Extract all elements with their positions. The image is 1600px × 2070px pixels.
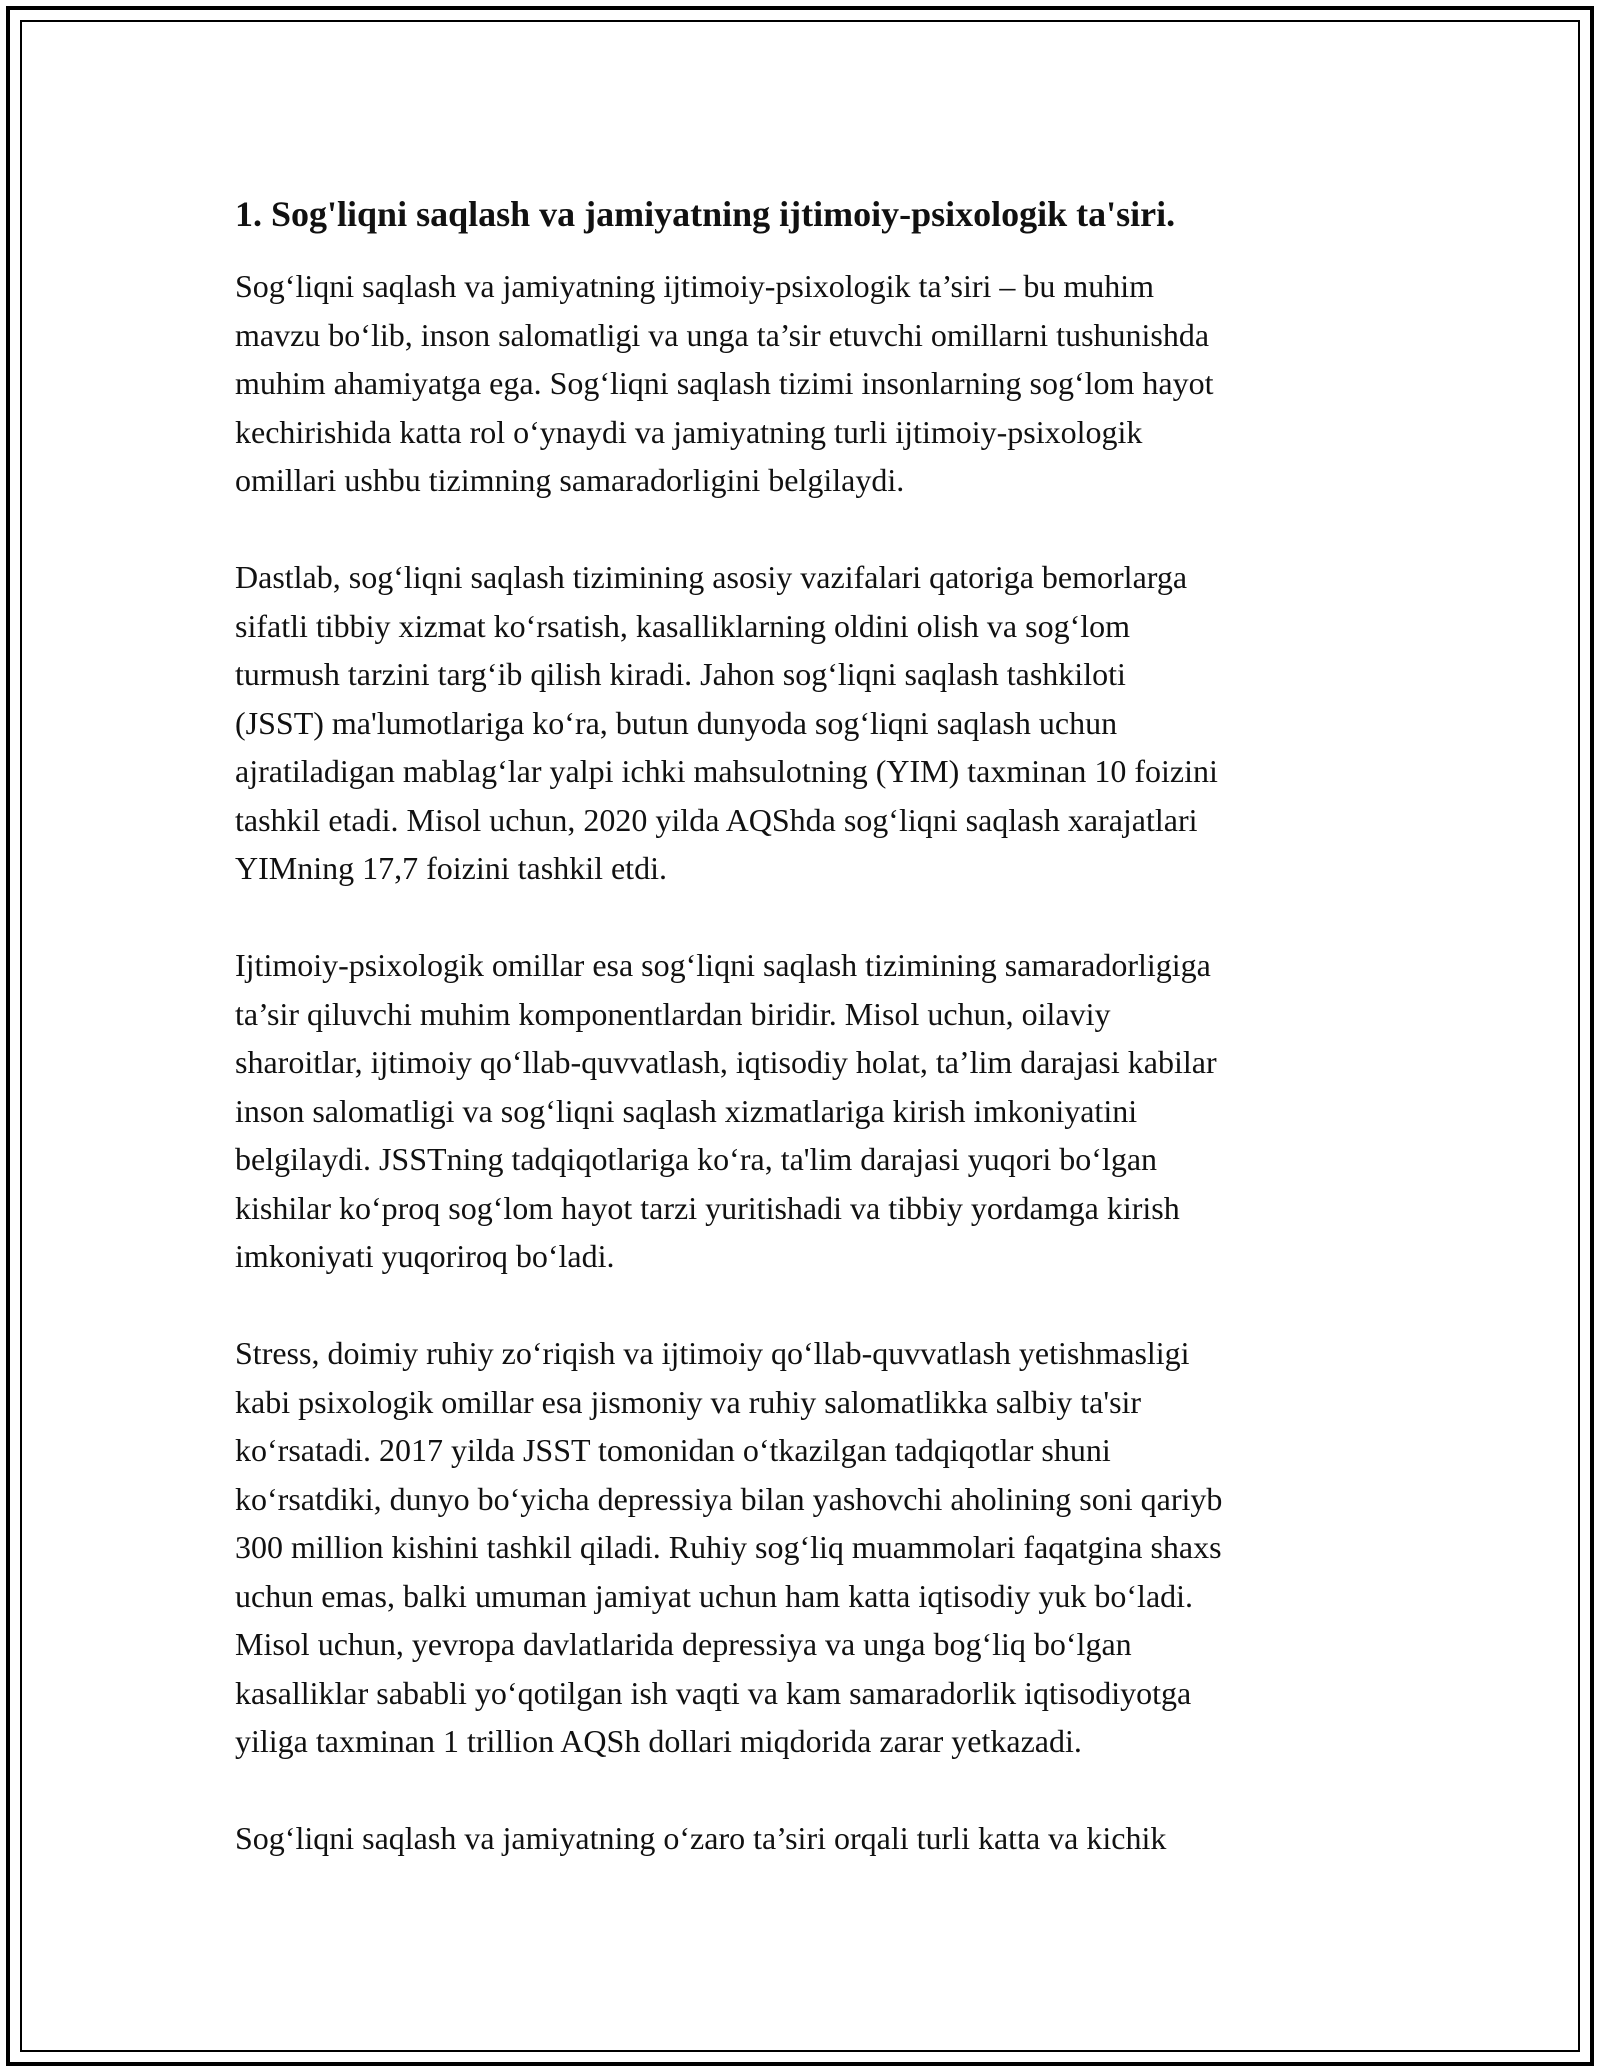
text-line: sifatli tibbiy xizmat ko‘rsatish, kasalliklarning oldini olish va sog‘lom [235, 607, 1130, 644]
document-body [235, 186, 1375, 1911]
text-line: ko‘rsatadi. 2017 yilda JSST tomonidan o‘tkazilgan tadqiqotlar shuni [235, 1432, 1111, 1468]
text-line: Dastlab, sog‘liqni saqlash tizimining asosiy vazifalari qatoriga bemorlarga [235, 559, 1188, 595]
text-line: ko‘rsatdiki, dunyo bo‘yicha depressiya bilan yashovchi aholining soni qariyb [235, 1480, 1223, 1517]
text-line: Sog‘liqni saqlash va jamiyatning ijtimoiy-psixologik ta’siri – bu muhim [235, 268, 1155, 304]
text-line: kishilar ko‘proq sog‘lom hayot tarzi yuritishadi va tibbiy yordamga kirish [235, 1189, 1180, 1226]
text-line: yiliga taxminan 1 trillion AQSh dollari miqdorida zarar yetkazadi. [235, 1723, 1082, 1759]
text-line: kasalliklar sababli yo‘qotilgan ish vaqti va kam samaradorlik iqtisodiyotga [235, 1674, 1192, 1711]
text-line: ajratiladigan mablag‘lar yalpi ichki mahsulotning (YIM) taxminan 10 foizini [235, 753, 1218, 789]
page-title: 1. Sog'liqni saqlash va jamiyatning ijtimoiy-psixologik ta'siri. [235, 194, 1176, 234]
text-line: Stress, doimiy ruhiy zo‘riqish va ijtimoiy qo‘llab-quvvatlash yetishmasligi [235, 1335, 1190, 1371]
text-line: imkoniyati yuqoriroq bo‘ladi. [235, 1238, 615, 1274]
text-line: belgilaydi. JSSTning tadqiqotlariga ko‘ra, ta'lim darajasi yuqori bo‘lgan [235, 1141, 1158, 1177]
text-line: Ijtimoiy-psixologik omillar esa sog‘liqni saqlash tizimining samaradorligiga [235, 947, 1211, 983]
body-paragraph [235, 1329, 1375, 1766]
text-line: ta’sir qiluvchi muhim komponentlardan biridir. Misol uchun, oilaviy [235, 995, 1111, 1032]
text-line: inson salomatligi va sog‘liqni saqlash xizmatlariga kirish imkoniyatini [235, 1092, 1138, 1129]
text-line: YIMning 17,7 foizini tashkil etdi. [235, 850, 667, 886]
text-line: Misol uchun, yevropa davlatlarida depressiya va unga bog‘liq bo‘lgan [235, 1626, 1132, 1662]
text-line: mavzu bo‘lib, inson salomatligi va unga ta’sir etuvchi omillarni tushunishda [235, 316, 1210, 353]
text-line: 300 million kishini tashkil qiladi. Ruhiy sog‘liq muammolari faqatgina shaxs [235, 1529, 1222, 1565]
paragraph-list [235, 262, 1375, 1863]
text-line: Sog‘liqni saqlash va jamiyatning o‘zaro ta’siri orqali turli katta va kichik [235, 1820, 1167, 1856]
text-line: omillari ushbu tizimning samaradorligini belgilaydi. [235, 462, 905, 498]
text-line: muhim ahamiyatga ega. Sog‘liqni saqlash tizimi insonlarning sog‘lom hayot [235, 365, 1214, 401]
text-line: uchun emas, balki umuman jamiyat uchun ham katta iqtisodiy yuk bo‘ladi. [235, 1577, 1194, 1614]
text-line: tashkil etadi. Misol uchun, 2020 yilda AQShda sog‘liqni saqlash xarajatlari [235, 801, 1198, 838]
text-line: kabi psixologik omillar esa jismoniy va ruhiy salomatlikka salbiy ta'sir [235, 1383, 1142, 1420]
body-paragraph [235, 553, 1375, 893]
body-paragraph [235, 262, 1375, 505]
text-line: sharoitlar, ijtimoiy qo‘llab-quvvatlash, iqtisodiy holat, ta’lim darajasi kabilar [235, 1044, 1217, 1080]
text-line: kechirishida katta rol o‘ynaydi va jamiyatning turli ijtimoiy-psixologik [235, 413, 1143, 450]
body-paragraph [235, 941, 1375, 1281]
body-paragraph [235, 1814, 1375, 1863]
text-line: turmush tarzini targ‘ib qilish kiradi. Jahon sog‘liqni saqlash tashkiloti [235, 656, 1126, 692]
text-line: (JSST) ma'lumotlariga ko‘ra, butun dunyoda sog‘liqni saqlash uchun [235, 704, 1118, 741]
